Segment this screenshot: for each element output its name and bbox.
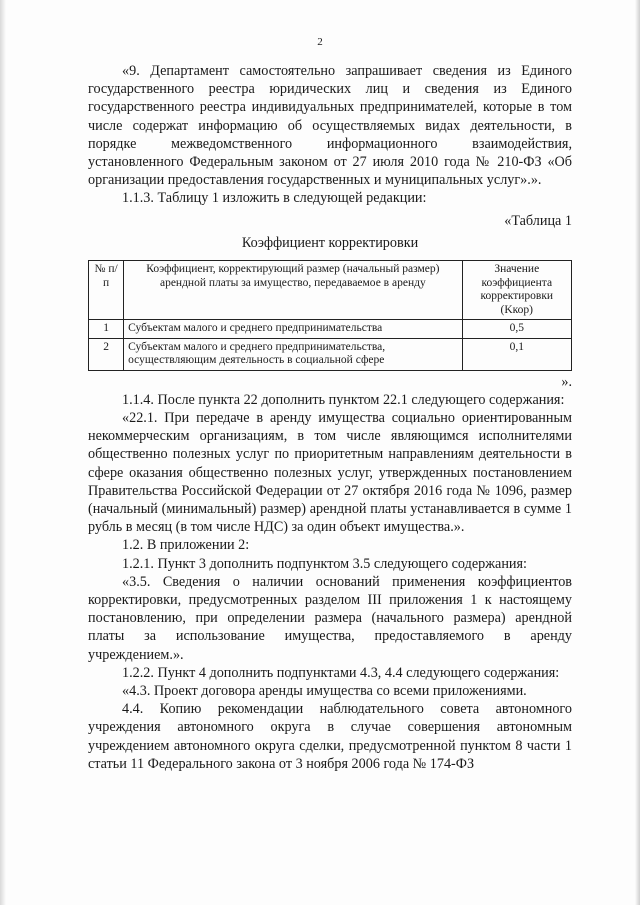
row-2-description: Субъектам малого и среднего предпринимательства, осуществляющим деятельность в социальной сфере <box>124 338 462 370</box>
table-label: «Таблица 1 <box>504 212 572 229</box>
header-number: № п/п <box>89 261 124 320</box>
coefficient-table <box>88 260 572 371</box>
header-coefficient: Коэффициент, корректирующий размер (начальный размер) арендной платы за имущество, передаваемое в аренду <box>124 261 462 320</box>
document-body <box>88 62 572 773</box>
scan-edge-right <box>635 0 640 905</box>
paragraph-4-3: «4.3. Проект договора аренды имущества со всеми приложениями. <box>122 682 527 699</box>
row-2-value: 0,1 <box>462 338 571 370</box>
table-row <box>89 338 572 370</box>
table-title: Коэффициент корректировки <box>241 234 419 251</box>
paragraph-3-5: «3.5. Сведения о наличии оснований применения коэффициентов корректировки, предусмотренных разделом III приложения 1 к настоящему постановлению, при определении размера (начального размера) арендной платы за использование имущества, предоставляемого в аренду учреждением.». <box>88 573 572 663</box>
paragraph-4-4: 4.4. Копию рекомендации наблюдательного совета автономного учреждения автономного округа в случае совершения автономным учреждением автономного округа сделки, предусмотренной пунктом 8 части 1 статьи 11 Федерального закона от 3 ноября 2006 года № 174-ФЗ <box>88 701 572 772</box>
scan-edge-left <box>0 0 6 905</box>
paragraph-22-1: «22.1. При передаче в аренду имущества социально ориентированным некоммерческим организациям, в том числе являющимся исполнителями общественно полезных услуг по приоритетным направлениям деятельности в сфере оказания общественно полезных услуг, утвержденных постановлением Правительства Российской Федерации от 27 октября 2016 года № 1096, размер (начальный (минимальный) размер) арендной платы устанавливается в сумме 1 рубль в месяц (в том числе НДС) за один объект имущества.». <box>88 409 572 536</box>
paragraph-1-1-3: 1.1.3. Таблицу 1 изложить в следующей редакции: <box>122 190 427 207</box>
header-value: Значение коэффициента корректировки (Kкор) <box>462 261 571 320</box>
page-number: 2 <box>317 36 323 48</box>
paragraph-1-2-2: 1.2.2. Пункт 4 дополнить подпунктами 4.3, 4.4 следующего содержания: <box>122 664 560 681</box>
row-1-number: 1 <box>89 320 124 339</box>
table-close-quote: ». <box>561 373 572 390</box>
paragraph-1-1-4: 1.1.4. После пункта 22 дополнить пунктом 22.1 следующего содержания: <box>122 391 565 408</box>
table-header-row <box>89 261 572 320</box>
paragraph-item-9: «9. Департамент самостоятельно запрашивает сведения из Единого государственного реестра юридических лиц и сведения из Единого государственного реестра индивидуальных предпринимателей, которые в том числе содержат информацию об осуществляемых видах деятельности, в порядке межведомственного информационного взаимодействия, установленного Федеральным законом от 27 июля 2010 года № 210-ФЗ «Об организации предоставления государственных и муниципальных услуг».». <box>88 63 572 189</box>
row-2-number: 2 <box>89 338 124 370</box>
paragraph-1-2-1: 1.2.1. Пункт 3 дополнить подпунктом 3.5 следующего содержания: <box>122 555 527 572</box>
paragraph-1-2: 1.2. В приложении 2: <box>122 537 250 554</box>
row-1-description: Субъектам малого и среднего предпринимательства <box>124 320 462 339</box>
table-row <box>89 320 572 339</box>
row-1-value: 0,5 <box>462 320 571 339</box>
